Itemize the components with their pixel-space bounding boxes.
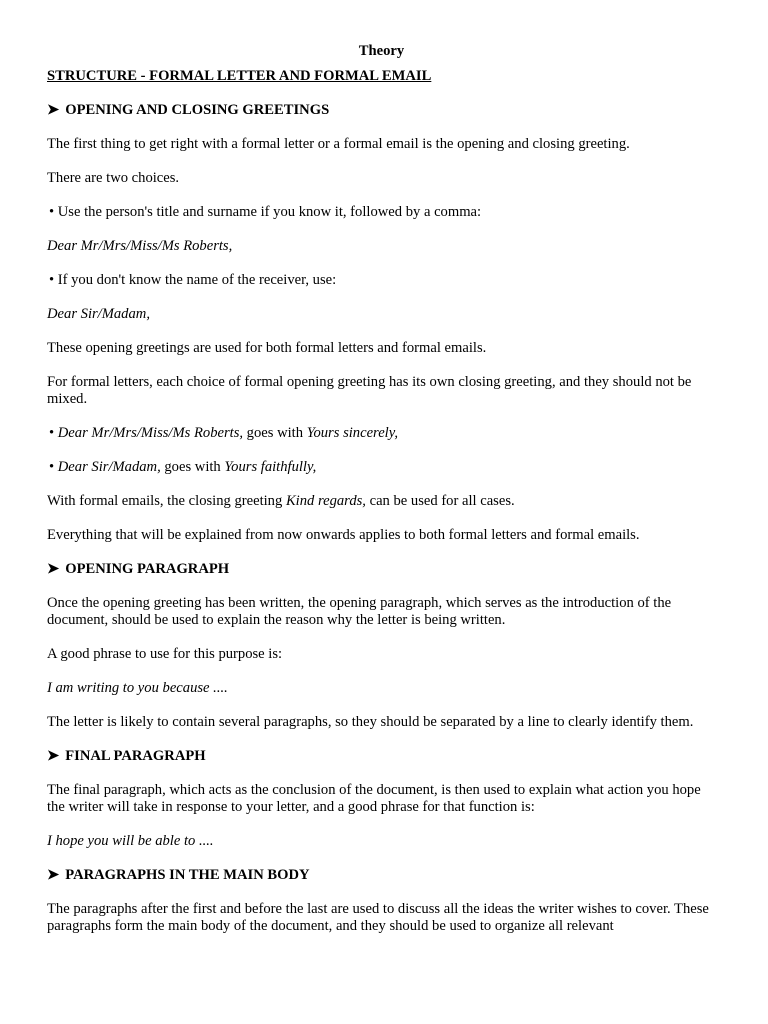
arrow-icon: ➤ <box>47 561 60 577</box>
heading-greetings <box>47 102 716 119</box>
greeting-pair <box>47 459 716 476</box>
arrow-icon: ➤ <box>47 748 60 764</box>
opening-greeting: Dear Mr/Mrs/Miss/Ms Roberts, <box>57 425 244 441</box>
structure-heading: STRUCTURE - FORMAL LETTER AND FORMAL EMAIL <box>47 68 432 84</box>
greeting-pair <box>47 425 716 442</box>
example-phrase: Dear Mr/Mrs/Miss/Ms Roberts, <box>47 238 233 254</box>
closing-greeting: Yours sincerely, <box>306 425 399 441</box>
paragraph: The first thing to get right with a formal letter or a formal email is the opening and closing greeting. <box>47 136 630 152</box>
connector-text: goes with <box>160 459 225 475</box>
connector-text: goes with <box>243 425 307 441</box>
heading-opening-paragraph <box>47 561 716 578</box>
arrow-icon: ➤ <box>47 102 60 118</box>
bullet-glyph: • <box>49 459 58 475</box>
document-title: Theory <box>358 43 405 59</box>
closing-greeting: Yours faithfully, <box>224 459 317 475</box>
bullet-glyph: • <box>49 425 58 441</box>
text-run: can be used for all cases. <box>365 493 515 509</box>
heading-text: FINAL PARAGRAPH <box>65 748 206 764</box>
bullet-item: • Use the person's title and surname if you know it, followed by a comma: <box>49 204 482 220</box>
bullet-item: • If you don't know the name of the receiver, use: <box>49 272 337 288</box>
paragraph: A good phrase to use for this purpose is: <box>47 646 283 662</box>
paragraph: The letter is likely to contain several paragraphs, so they should be separated by a line to clearly identify them. <box>47 714 694 730</box>
paragraph: Once the opening greeting has been written, the opening paragraph, which serves as the introduction of the document, should be used to explain the reason why the letter is being written. <box>47 595 672 628</box>
paragraph: The final paragraph, which acts as the conclusion of the document, is then used to explain what action you hope the writer will take in response to your letter, and a good phrase for that function is: <box>47 782 701 815</box>
text-run: With formal emails, the closing greeting <box>47 493 286 509</box>
closing-greeting: Kind regards, <box>285 493 366 509</box>
arrow-icon: ➤ <box>47 867 60 883</box>
paragraph: The paragraphs after the first and before the last are used to discuss all the ideas the writer wishes to cover. These paragraphs form the main body of the document, and they should be used to organize all relevant <box>47 901 709 934</box>
heading-text: OPENING PARAGRAPH <box>65 561 230 577</box>
paragraph <box>47 493 716 510</box>
heading-text: PARAGRAPHS IN THE MAIN BODY <box>65 867 310 883</box>
opening-greeting: Dear Sir/Madam, <box>57 459 161 475</box>
paragraph: These opening greetings are used for both formal letters and formal emails. <box>47 340 487 356</box>
heading-final-paragraph <box>47 748 716 765</box>
example-phrase: I am writing to you because .... <box>47 680 228 696</box>
heading-main-body <box>47 867 716 884</box>
heading-text: OPENING AND CLOSING GREETINGS <box>65 102 330 118</box>
paragraph: Everything that will be explained from now onwards applies to both formal letters and formal emails. <box>47 527 640 543</box>
example-phrase: I hope you will be able to .... <box>47 833 214 849</box>
paragraph: For formal letters, each choice of formal opening greeting has its own closing greeting, and they should not be mixed. <box>47 374 692 407</box>
example-phrase: Dear Sir/Madam, <box>47 306 150 322</box>
paragraph: There are two choices. <box>47 170 180 186</box>
